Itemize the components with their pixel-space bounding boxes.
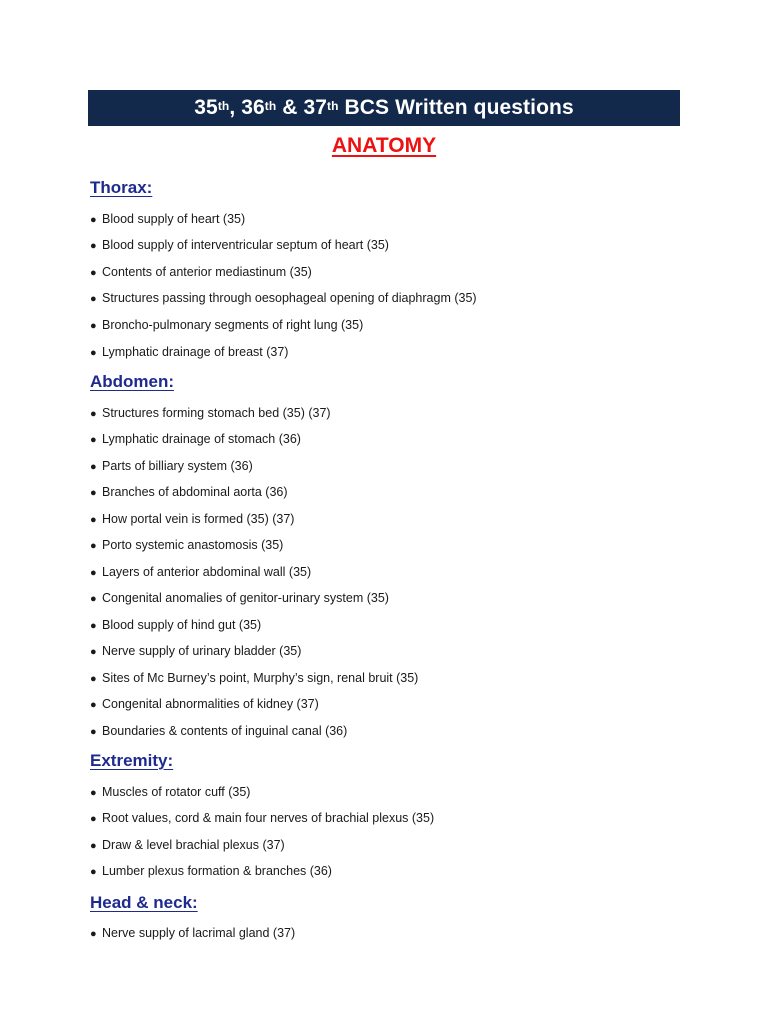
item-text: Root values, cord & main four nerves of brachial plexus (35) (102, 811, 435, 825)
list-item (90, 785, 250, 799)
item-text: Branches of abdominal aorta (36) (102, 485, 288, 499)
bullet-icon: ● (90, 347, 97, 359)
bullet-icon: ● (90, 540, 97, 552)
section-heading-abdomen: Abdomen: (90, 372, 175, 391)
bullet-icon: ● (90, 840, 97, 852)
item-text: Structures passing through oesophageal opening of diaphragm (35) (102, 291, 477, 305)
item-text: Layers of anterior abdominal wall (35) (102, 565, 312, 579)
list-item (90, 697, 319, 711)
list-item (90, 864, 332, 878)
list-item (90, 265, 312, 279)
bullet-icon: ● (90, 593, 97, 605)
section-heading-head-neck: Head & neck: (90, 893, 198, 912)
list-item (90, 926, 295, 940)
subject-heading (0, 134, 768, 158)
bullet-icon: ● (90, 293, 97, 305)
title-separator-2: & (276, 96, 304, 119)
title-number-3: 37 (303, 96, 328, 119)
bullet-icon: ● (90, 214, 97, 226)
bullet-icon: ● (90, 487, 97, 499)
list-item (90, 724, 347, 738)
list-item (90, 512, 294, 526)
list-item (90, 538, 283, 552)
section-heading-thorax: Thorax: (90, 178, 153, 197)
bullet-icon: ● (90, 567, 97, 579)
list-item (90, 811, 434, 825)
list-item (90, 838, 285, 852)
list-item (90, 591, 389, 605)
item-text: Structures forming stomach bed (35) (37) (102, 406, 331, 420)
item-text: Congenital anomalies of genitor-urinary system (35) (102, 591, 389, 605)
list-item (90, 345, 288, 359)
bullet-icon: ● (90, 699, 97, 711)
item-text: Blood supply of hind gut (35) (102, 618, 262, 632)
item-text: Nerve supply of urinary bladder (35) (102, 644, 302, 658)
item-text: Muscles of rotator cuff (35) (102, 785, 251, 799)
title-suffix-2: th (264, 99, 277, 113)
bullet-icon: ● (90, 267, 97, 279)
title-number-2: 36 (241, 96, 265, 119)
item-text: Contents of anterior mediastinum (35) (102, 265, 312, 279)
bullet-icon: ● (90, 787, 97, 799)
item-text: Congenital abnormalities of kidney (37) (102, 697, 319, 711)
list-item (90, 291, 477, 305)
item-text: Blood supply of interventricular septum of heart (35) (102, 238, 389, 252)
bullet-icon: ● (90, 408, 97, 420)
item-text: How portal vein is formed (35) (37) (102, 512, 295, 526)
bullet-icon: ● (90, 434, 97, 446)
subject-label: ANATOMY (331, 134, 437, 157)
title-separator-1: , (229, 96, 242, 119)
bullet-icon: ● (90, 240, 97, 252)
item-text: Boundaries & contents of inguinal canal (36) (102, 724, 348, 738)
title-text: BCS Written questions (338, 96, 574, 119)
bullet-icon: ● (90, 866, 97, 878)
list-item (90, 212, 245, 226)
item-text: Blood supply of heart (35) (102, 212, 246, 226)
bullet-icon: ● (90, 726, 97, 738)
bullet-icon: ● (90, 928, 97, 940)
list-item (90, 318, 363, 332)
item-text: Nerve supply of lacrimal gland (37) (102, 926, 296, 940)
list-item (90, 406, 331, 420)
bullet-icon: ● (90, 320, 97, 332)
list-item (90, 432, 301, 446)
bullet-icon: ● (90, 514, 97, 526)
list-item (90, 644, 301, 658)
item-text: Draw & level brachial plexus (37) (102, 838, 285, 852)
item-text: Porto systemic anastomosis (35) (102, 538, 284, 552)
document-title-bar (88, 90, 680, 126)
bullet-icon: ● (90, 461, 97, 473)
bullet-icon: ● (90, 673, 97, 685)
list-item (90, 459, 253, 473)
title-suffix-3: th (327, 99, 339, 113)
item-text: Parts of billiary system (36) (102, 459, 253, 473)
title-suffix-1: th (217, 99, 230, 113)
section-heading-extremity: Extremity: (90, 751, 174, 770)
item-text: Broncho-pulmonary segments of right lung (35) (102, 318, 364, 332)
item-text: Sites of Mc Burney’s point, Murphy’s sign, renal bruit (35) (102, 671, 419, 685)
list-item (90, 565, 311, 579)
list-item (90, 618, 261, 632)
list-item (90, 485, 288, 499)
bullet-icon: ● (90, 620, 97, 632)
item-text: Lymphatic drainage of stomach (36) (102, 432, 301, 446)
list-item (90, 671, 418, 685)
bullet-icon: ● (90, 813, 97, 825)
item-text: Lymphatic drainage of breast (37) (102, 345, 289, 359)
item-text: Lumber plexus formation & branches (36) (102, 864, 332, 878)
bullet-icon: ● (90, 646, 97, 658)
title-number-1: 35 (194, 96, 218, 119)
list-item (90, 238, 389, 252)
